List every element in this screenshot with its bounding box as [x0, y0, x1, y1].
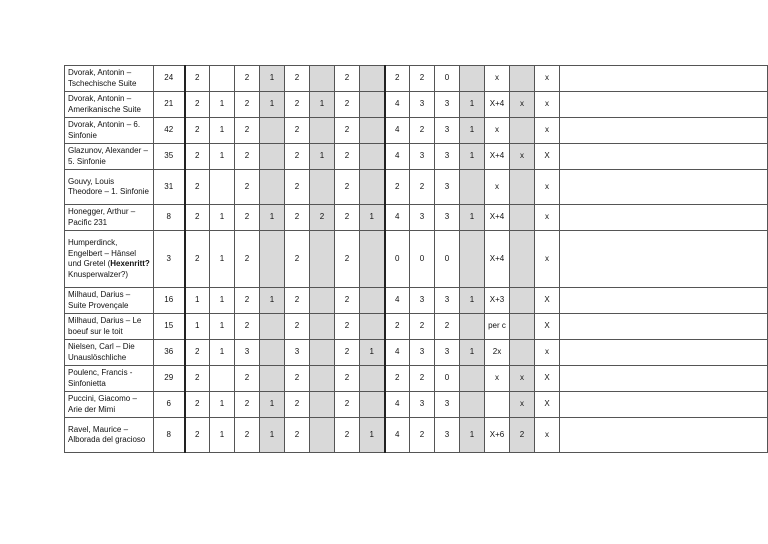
value-cell	[510, 231, 535, 288]
value-cell: 3	[435, 418, 460, 453]
value-cell: x	[510, 392, 535, 418]
value-cell	[560, 418, 768, 453]
value-cell: 0	[385, 231, 410, 288]
value-cell: 3	[410, 340, 435, 366]
value-cell: 16	[154, 288, 185, 314]
value-cell: X+4	[485, 92, 510, 118]
value-cell: 1	[260, 205, 285, 231]
value-cell: 2	[285, 92, 310, 118]
piece-name-text: Dvorak, Antonin – 6. Sinfonie	[68, 120, 141, 140]
value-cell	[510, 66, 535, 92]
value-cell	[360, 231, 385, 288]
value-cell	[560, 366, 768, 392]
value-cell: x	[535, 418, 560, 453]
value-cell	[310, 392, 335, 418]
value-cell: 4	[385, 118, 410, 144]
piece-name-cell	[65, 170, 154, 205]
value-cell: 2	[285, 144, 310, 170]
value-cell: 2	[285, 231, 310, 288]
value-cell: 1	[360, 340, 385, 366]
value-cell: x	[535, 170, 560, 205]
table-row	[65, 66, 768, 92]
value-cell: x	[535, 66, 560, 92]
value-cell	[560, 314, 768, 340]
value-cell: 35	[154, 144, 185, 170]
value-cell: 2	[410, 366, 435, 392]
value-cell	[310, 366, 335, 392]
piece-name-cell	[65, 118, 154, 144]
table-row	[65, 288, 768, 314]
value-cell: x	[485, 366, 510, 392]
value-cell: 3	[435, 118, 460, 144]
value-cell: 1	[460, 118, 485, 144]
value-cell: 2	[185, 231, 210, 288]
value-cell	[310, 231, 335, 288]
table-body	[65, 66, 768, 453]
value-cell: 2	[335, 118, 360, 144]
piece-name-text: Honegger, Arthur – Pacific 231	[68, 207, 136, 227]
value-cell	[310, 288, 335, 314]
value-cell	[510, 170, 535, 205]
value-cell: X+3	[485, 288, 510, 314]
table-row	[65, 314, 768, 340]
value-cell	[560, 288, 768, 314]
value-cell	[260, 118, 285, 144]
value-cell: 2	[410, 118, 435, 144]
value-cell: 2	[385, 366, 410, 392]
value-cell: 2	[185, 205, 210, 231]
value-cell: X	[535, 392, 560, 418]
value-cell: 3	[435, 92, 460, 118]
value-cell: 1	[210, 392, 235, 418]
value-cell: 1	[260, 418, 285, 453]
value-cell: 1	[310, 144, 335, 170]
value-cell	[460, 392, 485, 418]
value-cell: 2	[385, 314, 410, 340]
piece-name-cell	[65, 392, 154, 418]
value-cell: X+4	[485, 205, 510, 231]
value-cell: 2	[335, 205, 360, 231]
value-cell: 2	[185, 418, 210, 453]
value-cell	[510, 314, 535, 340]
value-cell	[360, 170, 385, 205]
value-cell	[360, 366, 385, 392]
value-cell	[310, 170, 335, 205]
value-cell	[260, 314, 285, 340]
value-cell: 2	[385, 170, 410, 205]
value-cell	[210, 170, 235, 205]
value-cell	[360, 314, 385, 340]
value-cell: 2	[335, 144, 360, 170]
value-cell: 2	[335, 231, 360, 288]
value-cell: 2	[410, 170, 435, 205]
value-cell	[510, 205, 535, 231]
value-cell	[260, 144, 285, 170]
value-cell: 2	[285, 366, 310, 392]
value-cell: 2	[510, 418, 535, 453]
value-cell: 3	[235, 340, 260, 366]
value-cell: 2	[185, 144, 210, 170]
value-cell: 2	[335, 288, 360, 314]
value-cell: 2	[285, 66, 310, 92]
value-cell: 4	[385, 340, 410, 366]
value-cell: 2	[185, 170, 210, 205]
value-cell	[560, 170, 768, 205]
value-cell: 8	[154, 205, 185, 231]
piece-name-text: Dvorak, Antonin – Tschechische Suite	[68, 68, 137, 88]
piece-name-bold-text: Hexenritt?	[110, 259, 150, 268]
value-cell: X+6	[485, 418, 510, 453]
value-cell	[460, 170, 485, 205]
value-cell: 3	[435, 340, 460, 366]
value-cell: 2	[185, 392, 210, 418]
value-cell: 3	[154, 231, 185, 288]
value-cell: 2	[335, 366, 360, 392]
value-cell: 2	[185, 366, 210, 392]
value-cell: 4	[385, 418, 410, 453]
value-cell: 1	[210, 118, 235, 144]
value-cell: 1	[460, 340, 485, 366]
value-cell	[560, 118, 768, 144]
value-cell: 1	[260, 66, 285, 92]
value-cell: 2	[335, 340, 360, 366]
value-cell: 36	[154, 340, 185, 366]
value-cell	[360, 288, 385, 314]
table-row	[65, 231, 768, 288]
value-cell: 2	[335, 314, 360, 340]
value-cell: 1	[260, 288, 285, 314]
value-cell: X+4	[485, 231, 510, 288]
value-cell	[360, 92, 385, 118]
table-row	[65, 340, 768, 366]
value-cell: x	[535, 205, 560, 231]
value-cell: 2	[235, 170, 260, 205]
value-cell	[260, 170, 285, 205]
value-cell: 31	[154, 170, 185, 205]
value-cell: X	[535, 144, 560, 170]
value-cell: 2	[335, 392, 360, 418]
piece-name-text: Puccini, Giacomo – Arie der Mimi	[68, 394, 137, 414]
value-cell: 42	[154, 118, 185, 144]
value-cell: 0	[435, 231, 460, 288]
piece-name-cell	[65, 66, 154, 92]
table-row	[65, 92, 768, 118]
value-cell: 1	[310, 92, 335, 118]
value-cell: 2	[285, 392, 310, 418]
value-cell: x	[510, 366, 535, 392]
value-cell: 3	[435, 144, 460, 170]
table-row	[65, 118, 768, 144]
value-cell	[360, 118, 385, 144]
value-cell: 3	[435, 170, 460, 205]
table-row	[65, 144, 768, 170]
value-cell: 2x	[485, 340, 510, 366]
piece-name-cell	[65, 144, 154, 170]
value-cell: 1	[210, 340, 235, 366]
value-cell: 1	[460, 205, 485, 231]
table-row	[65, 170, 768, 205]
value-cell: x	[535, 118, 560, 144]
value-cell: 1	[460, 92, 485, 118]
value-cell: 2	[285, 118, 310, 144]
value-cell: 4	[385, 144, 410, 170]
value-cell	[260, 366, 285, 392]
value-cell: 1	[185, 314, 210, 340]
value-cell	[310, 418, 335, 453]
value-cell: x	[535, 92, 560, 118]
value-cell: X+4	[485, 144, 510, 170]
value-cell: 2	[185, 340, 210, 366]
value-cell	[560, 340, 768, 366]
value-cell: 4	[385, 205, 410, 231]
value-cell: 2	[285, 288, 310, 314]
table-row	[65, 366, 768, 392]
value-cell: 1	[460, 288, 485, 314]
value-cell: x	[485, 118, 510, 144]
value-cell: 2	[285, 170, 310, 205]
value-cell: 2	[235, 392, 260, 418]
piece-name-text: Humperdinck, Engelbert – Hänsel und Gretel (	[68, 238, 137, 268]
value-cell: 2	[235, 418, 260, 453]
value-cell: 2	[235, 118, 260, 144]
value-cell: 2	[235, 231, 260, 288]
value-cell: 3	[410, 92, 435, 118]
value-cell: X	[535, 366, 560, 392]
piece-name-cell	[65, 418, 154, 453]
table-row	[65, 392, 768, 418]
value-cell: x	[510, 144, 535, 170]
value-cell: 0	[410, 231, 435, 288]
value-cell	[460, 66, 485, 92]
value-cell: 1	[260, 392, 285, 418]
value-cell	[310, 340, 335, 366]
value-cell: 1	[210, 418, 235, 453]
table-row	[65, 205, 768, 231]
value-cell	[310, 314, 335, 340]
value-cell: 29	[154, 366, 185, 392]
value-cell: 1	[460, 144, 485, 170]
value-cell	[510, 118, 535, 144]
value-cell	[485, 392, 510, 418]
piece-name-text: Glazunov, Alexander – 5. Sinfonie	[68, 146, 148, 166]
value-cell	[310, 118, 335, 144]
value-cell: 1	[210, 144, 235, 170]
value-cell: 0	[435, 366, 460, 392]
value-cell: x	[535, 340, 560, 366]
value-cell: 2	[235, 144, 260, 170]
value-cell: 2	[185, 66, 210, 92]
value-cell: 2	[410, 66, 435, 92]
value-cell	[560, 66, 768, 92]
value-cell: 2	[335, 66, 360, 92]
piece-name-text: Nielsen, Carl – Die Unauslöschliche	[68, 342, 135, 362]
value-cell: 0	[435, 66, 460, 92]
value-cell: x	[485, 66, 510, 92]
piece-name-cell	[65, 366, 154, 392]
value-cell: x	[485, 170, 510, 205]
value-cell	[310, 66, 335, 92]
value-cell	[210, 366, 235, 392]
value-cell: X	[535, 314, 560, 340]
value-cell: x	[535, 231, 560, 288]
value-cell: 21	[154, 92, 185, 118]
value-cell: 2	[235, 92, 260, 118]
value-cell: 2	[335, 418, 360, 453]
value-cell: 4	[385, 288, 410, 314]
value-cell: 2	[235, 205, 260, 231]
value-cell	[360, 144, 385, 170]
value-cell: 3	[435, 392, 460, 418]
value-cell: 2	[235, 314, 260, 340]
value-cell: 2	[335, 92, 360, 118]
value-cell	[560, 231, 768, 288]
piece-name-text: Poulenc, Francis - Sinfonietta	[68, 368, 133, 388]
value-cell: 1	[210, 92, 235, 118]
value-cell: 2	[285, 418, 310, 453]
value-cell: 2	[335, 170, 360, 205]
piece-name-cell	[65, 205, 154, 231]
value-cell: 1	[210, 288, 235, 314]
value-cell	[360, 66, 385, 92]
value-cell: 2	[310, 205, 335, 231]
piece-name-cell	[65, 92, 154, 118]
value-cell: 3	[410, 144, 435, 170]
value-cell: 2	[285, 205, 310, 231]
piece-name-text: Milhaud, Darius – Le boeuf sur le toit	[68, 316, 142, 336]
value-cell: x	[510, 92, 535, 118]
piece-name-cell	[65, 314, 154, 340]
value-cell	[510, 340, 535, 366]
piece-name-cell	[65, 288, 154, 314]
value-cell	[360, 392, 385, 418]
value-cell: 15	[154, 314, 185, 340]
value-cell	[460, 231, 485, 288]
value-cell: 2	[185, 118, 210, 144]
value-cell: 1	[360, 418, 385, 453]
value-cell: 24	[154, 66, 185, 92]
value-cell: 1	[210, 205, 235, 231]
piece-name-text: Gouvy, Louis Theodore – 1. Sinfonie	[68, 176, 149, 196]
piece-name-text: Ravel, Maurice – Alborada del gracioso	[68, 424, 146, 444]
value-cell: 2	[410, 314, 435, 340]
value-cell: 1	[460, 418, 485, 453]
table-row	[65, 418, 768, 453]
piece-name-text: Dvorak, Antonin – Amerikanische Suite	[68, 94, 141, 114]
value-cell: 2	[435, 314, 460, 340]
value-cell: 2	[235, 288, 260, 314]
value-cell: 3	[435, 288, 460, 314]
value-cell: 3	[410, 392, 435, 418]
value-cell: per c	[485, 314, 510, 340]
value-cell: 3	[435, 205, 460, 231]
orchestration-table	[64, 65, 768, 453]
value-cell: 1	[210, 314, 235, 340]
value-cell: 2	[185, 92, 210, 118]
value-cell: 1	[185, 288, 210, 314]
piece-name-text: Milhaud, Darius – Suite Provençale	[68, 290, 131, 310]
value-cell: 2	[410, 418, 435, 453]
value-cell	[560, 392, 768, 418]
value-cell: 6	[154, 392, 185, 418]
value-cell	[560, 144, 768, 170]
piece-name-cell	[65, 231, 154, 288]
value-cell: 2	[285, 314, 310, 340]
value-cell: X	[535, 288, 560, 314]
value-cell: 4	[385, 392, 410, 418]
piece-name-text: Knusperwalzer?)	[68, 269, 129, 279]
value-cell: 1	[360, 205, 385, 231]
value-cell	[560, 92, 768, 118]
value-cell	[460, 366, 485, 392]
value-cell: 2	[385, 66, 410, 92]
value-cell: 3	[410, 205, 435, 231]
value-cell	[560, 205, 768, 231]
value-cell: 8	[154, 418, 185, 453]
value-cell: 2	[235, 366, 260, 392]
value-cell	[260, 340, 285, 366]
piece-name-cell	[65, 340, 154, 366]
value-cell	[260, 231, 285, 288]
value-cell: 1	[260, 92, 285, 118]
value-cell: 3	[410, 288, 435, 314]
value-cell	[460, 314, 485, 340]
value-cell: 4	[385, 92, 410, 118]
value-cell: 3	[285, 340, 310, 366]
value-cell: 1	[210, 231, 235, 288]
value-cell	[510, 288, 535, 314]
value-cell	[210, 66, 235, 92]
value-cell: 2	[235, 66, 260, 92]
